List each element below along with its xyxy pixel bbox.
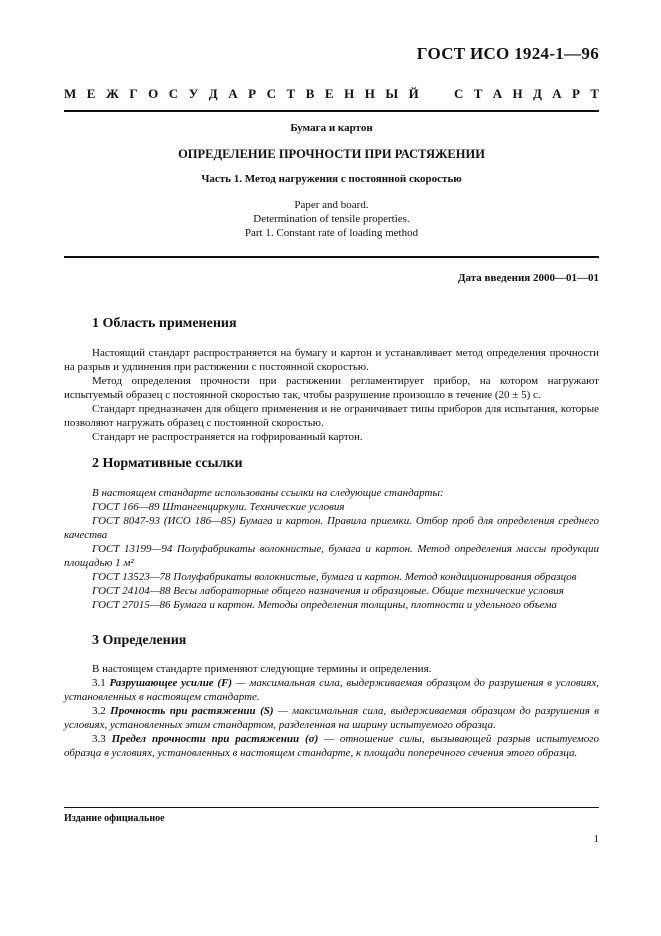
paragraph: В настоящем стандарте применяют следующие термины и определения. [92,663,432,675]
standard-banner [64,86,599,102]
definition-text: — максимальная сила, выдерживаемая образцом до разрушения в условиях, установленных в настоящем стандарте. [64,677,600,703]
reference-item: ГОСТ 13199—94 Полуфабрикаты волокнистые, бумага и картон. Метод определения массы продукции площадью 1 м² [64,543,599,569]
paragraph: Стандарт предназначен для общего применения и не ограничивает типы приборов для испытания, которые позволяют нагружать образец с постоянной скоростью. [64,403,599,429]
section-body-references [64,486,599,612]
reference-item: ГОСТ 8047-93 (ИСО 186—85) Бумага и картон. Правила приемки. Отбор проб для определения среднего качества [64,515,599,541]
section-title-definitions: 3 Определения [92,633,187,648]
definition-number: 3.1 [92,677,106,689]
section-title-scope: 1 Область применения [92,316,237,331]
reference-item: ГОСТ 166—89 Штангенциркули. Технические условия [92,501,345,513]
footer-rule [64,807,599,808]
document-code: ГОСТ ИСО 1924-1—96 [416,44,599,63]
definition-number: 3.2 [92,705,106,717]
banner-word-interstate: М Е Ж Г О С У Д А Р С Т В Е Н Н Ы Й [64,86,419,101]
definition-term: Разрушающее усилие (F) [109,677,233,689]
english-title-line: Part 1. Constant rate of loading method [244,227,419,239]
english-title-line: Paper and board. [294,199,369,211]
introduction-date: Дата введения 2000—01—01 [457,272,599,284]
english-title-line: Determination of tensile properties. [253,213,410,225]
section-title-references: 2 Нормативные ссылки [92,456,243,471]
reference-item: ГОСТ 13523—78 Полуфабрикаты волокнистые, бумага и картон. Метод кондиционирования образцов [92,571,577,583]
definition-item [64,704,599,732]
definition-text: — отношение силы, вызывающей разрыв испытуемого образца в условиях, установленных в настоящем стандарте, к площади поперечного сечения этого образца. [64,733,600,759]
edition-label: Издание официальное [64,813,165,824]
definition-item [64,676,599,704]
definition-item [64,732,599,760]
paragraph: Метод определения прочности при растяжении регламентирует прибор, на котором нагружают испытуемый образец с постоянной скоростью так, чтобы разрушение произошло в течение (20 ± 5) с. [64,375,599,401]
banner-word-standard: С Т А Н Д А Р Т [454,86,599,101]
reference-item: ГОСТ 27015—86 Бумага и картон. Методы определения толщины, плотности и удельного объема [92,599,557,611]
title-rule [64,256,599,258]
reference-item: ГОСТ 24104—88 Весы лабораторные общего назначения и образцовые. Общие технические условия [92,585,564,597]
section-body-definitions [64,662,599,760]
definition-text: — максимальная сила, выдерживаемая образцом до разрушения в условиях, установленных этим стандартом, разделенная на ширину испытуемого образца. [64,705,600,731]
section-body-scope [64,346,599,444]
document-title: ОПРЕДЕЛЕНИЕ ПРОЧНОСТИ ПРИ РАСТЯЖЕНИИ [178,147,485,161]
paragraph: В настоящем стандарте использованы ссылки на следующие стандарты: [92,487,444,499]
subject-line: Бумага и картон [290,122,373,134]
page-number: 1 [593,833,599,845]
paragraph: Стандарт не распространяется на гофрированный картон. [92,431,363,443]
definition-number: 3.3 [92,733,106,745]
top-rule [64,110,599,112]
part-title: Часть 1. Метод нагружения с постоянной скоростью [201,173,462,185]
definition-term: Предел прочности при растяжении (σ) [111,733,319,745]
paragraph: Настоящий стандарт распространяется на бумагу и картон и устанавливает метод определения прочности на разрыв и удлинения при растяжении с постоянной скоростью. [64,347,599,373]
definition-term: Прочность при растяжении (S) [110,705,274,717]
